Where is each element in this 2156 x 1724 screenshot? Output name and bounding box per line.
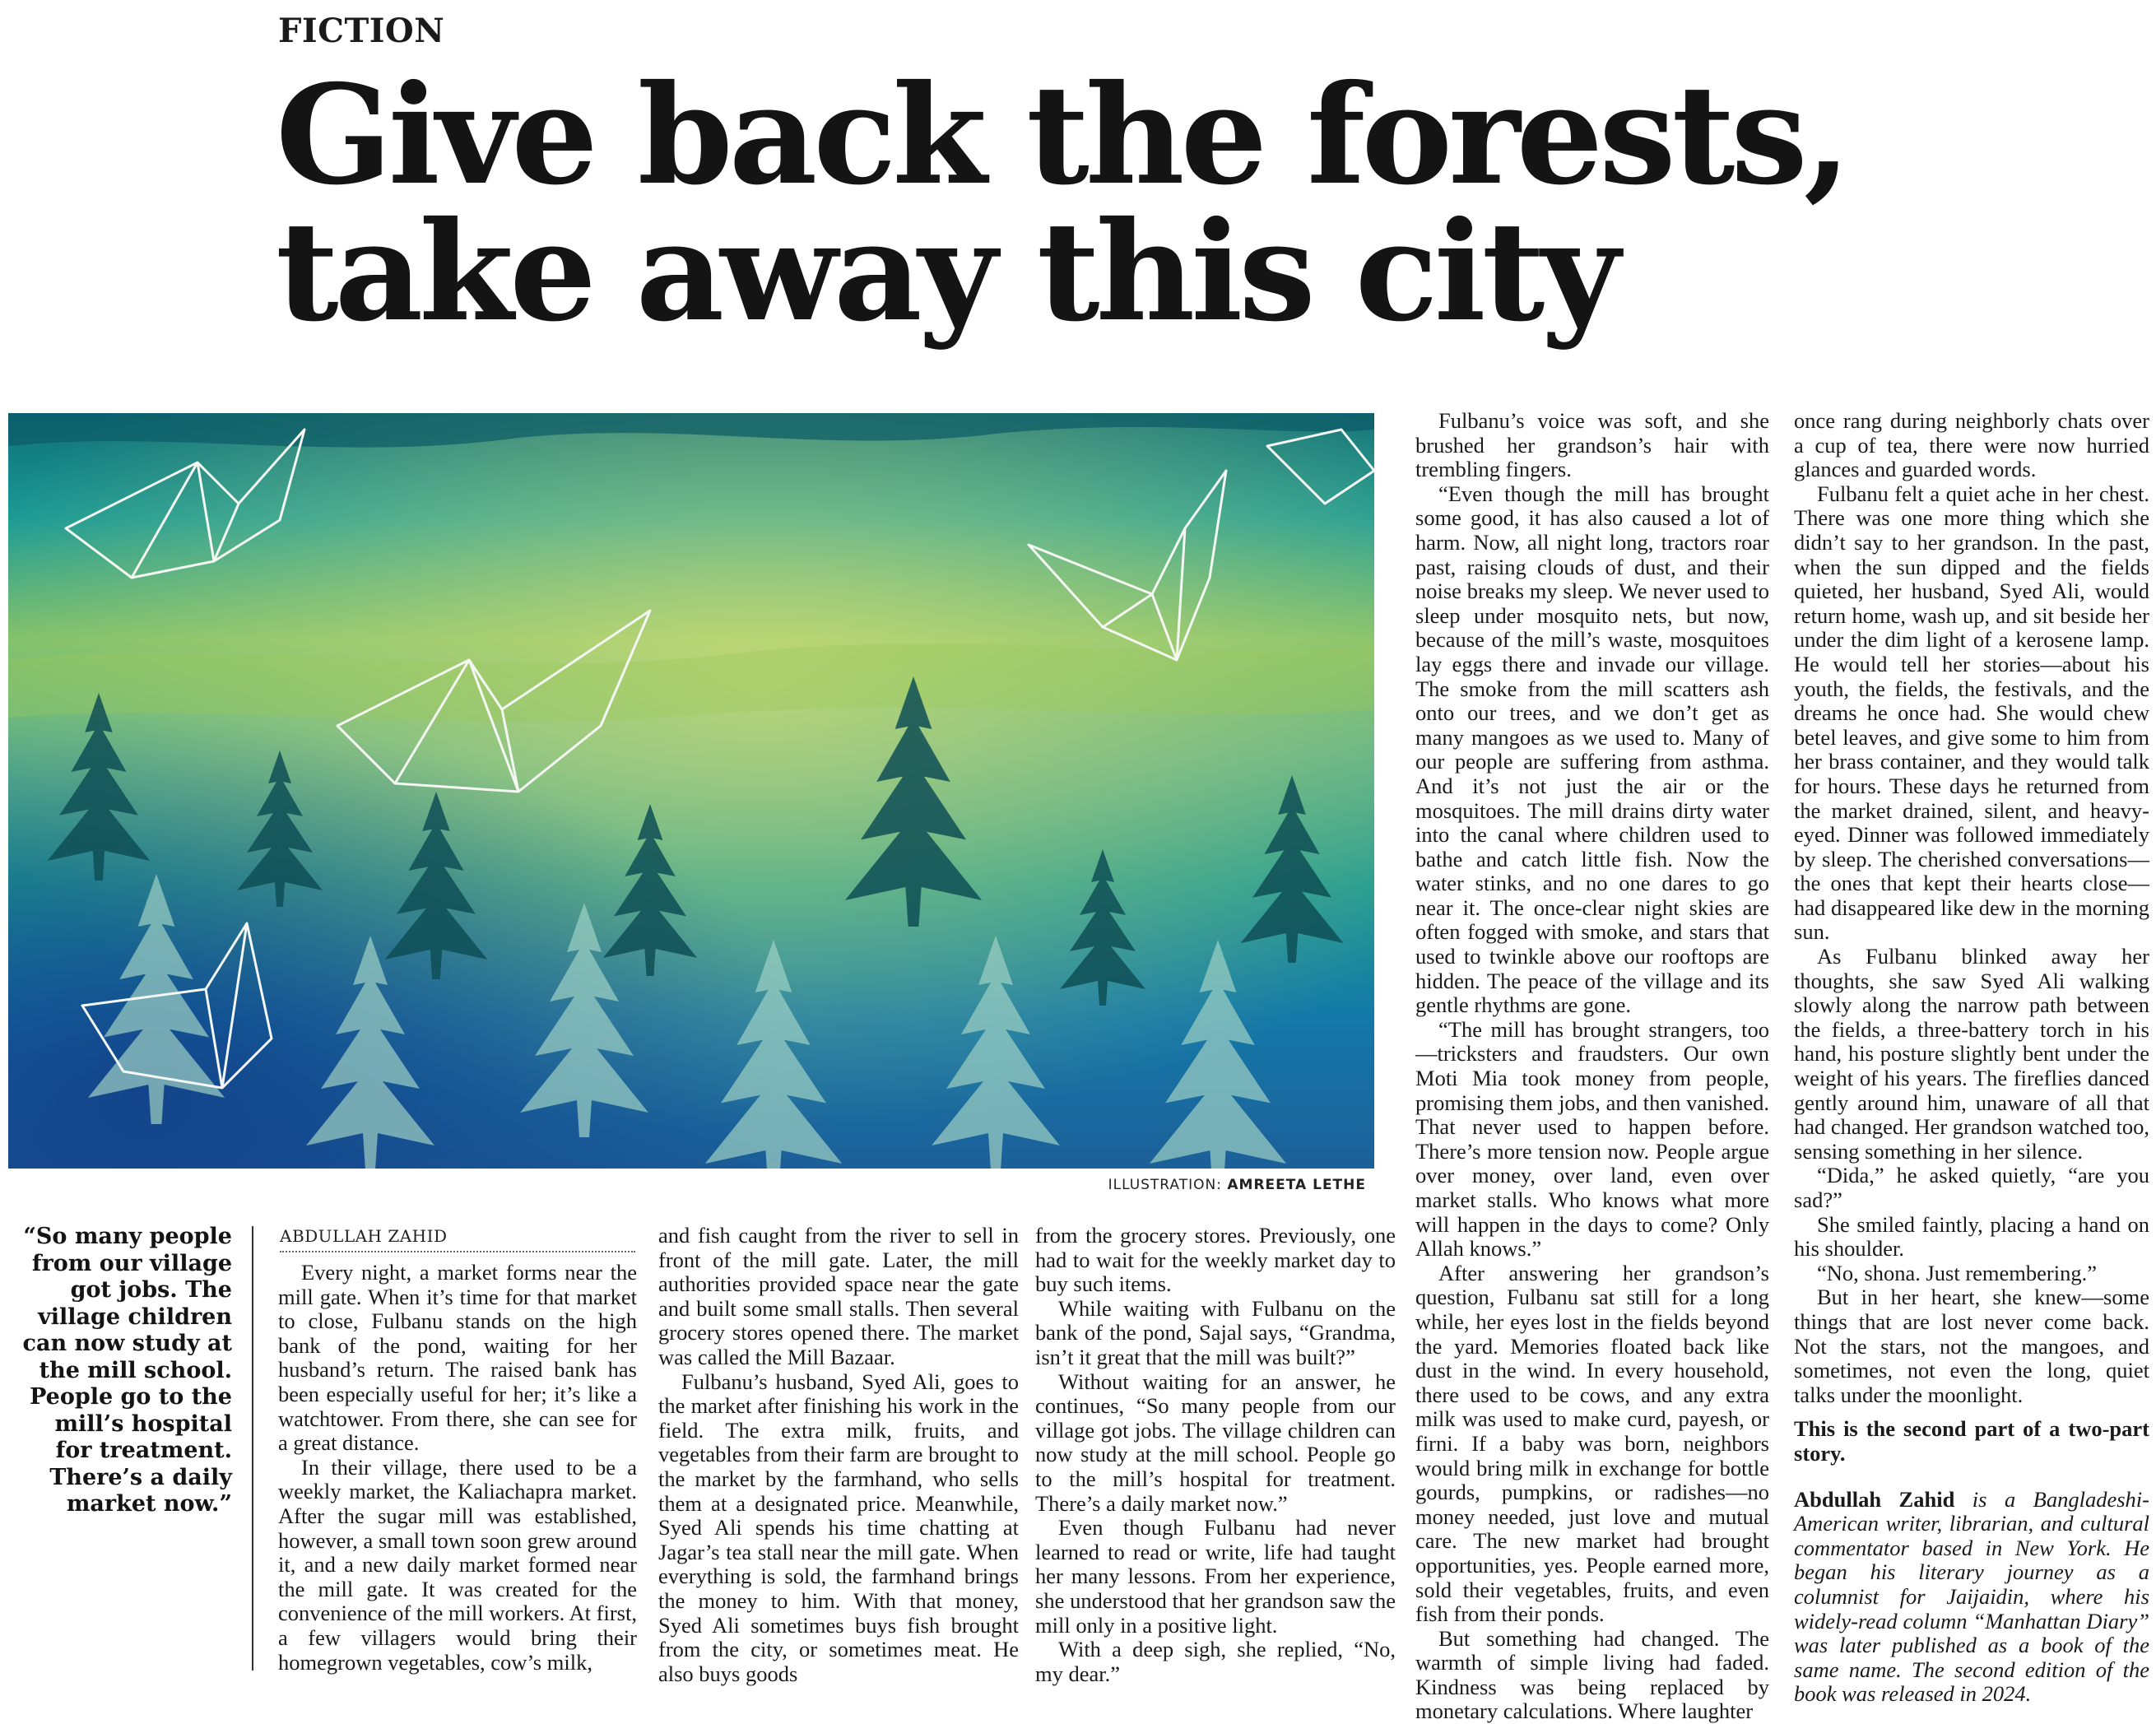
paragraph: In their village, there used to be a weekly market, the Kaliachapra market. After the sugar mill was established, however, a small town soon grew around it, and a new daily market formed near the mill gate. It was created for the convenience of the mill workers. At first, a few villagers would bring their homegrown vegetables, cow’s milk, [278,1454,637,1675]
paragraph: “Dida,” he asked quietly, “are you sad?” [1794,1163,2149,1212]
illustration [8,413,1374,1169]
article-column-1 [278,1261,637,1675]
paragraph: “The mill has brought strangers, too—tricksters and fraudsters. Our own Moti Mia took money from people, promising them jobs, and then vanished. That never used to happen before. There’s more tension now. People argue over money, over land, even over market stalls. Who knows what more will happen in the days to come? Only Allah knows.” [1415,1016,1769,1262]
paragraph: Every night, a market forms near the mill gate. When it’s time for that market to close, Fulbanu stands on the high bank of the pond, waiting for her husband’s return. The raised bank has been especially useful for her; it’s like a watchtower. From there, she can see for a great distance. [278,1260,637,1456]
author-name: Abdullah Zahid [1794,1486,1955,1512]
paragraph: After answering her grandson’s question, Fulbanu sat still for a long while, her eyes lost in the fields beyond the yard. Memories floated back like dust in the wind. In every household, there used to be cows, and any extra milk was used to make curd, payesh, or firni. If a baby was born, neighbors would bring milk in exchange for bottle gourds, pumpkins, or radishes—no money needed, just love and mutual care. The new market had brought opportunities, yes. People earned more, sold their vegetables, fruits, and even fish from their ponds. [1415,1260,1769,1627]
paragraph: But something had changed. The warmth of simple living had faded. Kindness was being replaced by monetary calculations. Where laughter [1415,1625,1769,1724]
paragraph: With a deep sigh, she replied, “No, my dear.” [1035,1637,1396,1686]
paragraph: Fulbanu’s voice was soft, and she brushed her grandson’s hair with trembling fingers. [1415,408,1769,482]
paragraph: She smiled faintly, placing a hand on his shoulder. [1794,1211,2149,1262]
paragraph: once rang during neighborly chats over a cup of tea, there were now hurried glances and guarded words. [1794,408,2149,482]
author-bio [1794,1488,2149,1707]
credit-label: ILLUSTRATION: [1108,1177,1222,1193]
paragraph: Without waiting for an answer, he continues, “So many people from our village got jobs. The village children can now study at the mill school. People go to the mill’s hospital for treatment. There’s a daily market now.” [1035,1369,1396,1516]
illustration-credit [905,1177,1366,1193]
byline: ABDULLAH ZAHID [280,1226,635,1252]
paragraph: While waiting with Fulbanu on the bank of the pond, Sajal says, “Grandma, isn’t it great that the mill was built?” [1035,1295,1396,1369]
illustration-artwork [8,413,1374,1169]
paragraph: As Fulbanu blinked away her thoughts, she saw Syed Ali walking slowly along the narrow path between the fields, a three-battery torch in his hand, his posture slightly bent under the weight of his years. The fireflies danced gently around him, unaware of all that had changed. Her grandson watched too, sensing something in her silence. [1794,944,2149,1164]
author-bio-text: is a Bangladeshi-American writer, librarian, and cultural commentator based in New York. He began his literary journey as a columnist for Jaijaidin, where his widely-read column “Manhattan Diary” was later published as a book of the same name. The second edition of the book was released in 2024. [1794,1486,2149,1707]
article-column-4 [1415,409,1769,1724]
paragraph: “No, shona. Just remembering.” [1817,1260,2097,1285]
paragraph: and fish caught from the river to sell in front of the mill gate. Later, the mill authorities provided space near the gate and built some small stalls. Then several grocery stores opened there. The market was called the Mill Bazaar. [658,1223,1019,1369]
article-column-2 [658,1224,1019,1686]
article-column-5 [1794,409,2149,1707]
credit-name: AMREETA LETHE [1227,1177,1366,1193]
paragraph: Fulbanu felt a quiet ache in her chest. There was one more thing which she didn’t say to her grandson. In the past, when the sun dipped and the fields quieted, her husband, Syed Ali, would return home, wash up, and sit beside her under the dim light of a kerosene lamp. He would tell her stories—about his youth, the fields, the festivals, and the dreams he once had. She would chew betel leaves, and give some to him from her brass container, and they would talk for hours. These days he returned from the market drained, silent, and heavy-eyed. Dinner was followed immediately by sleep. The cherished conversations—the ones that kept their hearts close—had disappeared like dew in the morning sun. [1794,481,2149,945]
pull-quote: “So many people from our village got jobs. The village children can now study at the mill school. People go to the mill’s hospital for treatment. There’s a daily market now.” [22,1224,232,1517]
headline [276,55,2111,352]
paragraph: from the grocery stores. Previously, one had to wait for the weekly market day to buy such items. [1035,1223,1396,1297]
series-note: This is the second part of a two-part story. [1794,1416,2149,1466]
section-label: FICTION [278,12,445,50]
paragraph: “Even though the mill has brought some good, it has also caused a lot of harm. Now, all night long, tractors roar past, raising clouds of dust, and their noise breaks my sleep. We never used to sleep under mosquito nets, but now, because of the mill’s waste, mosquitoes lay eggs there and invade our village. The smoke from the mill scatters ash onto our trees, and we don’t get as many mangoes as we used to. Many of our people are suffering from asthma. And it’s not just the air or the mosquitoes. The mill drains dirty water into the canal where children used to bathe and catch little fish. Now the water stinks, and no one dares to go near it. The once-clear night skies are often fogged with smoke, and stars that used to twinkle above our rooftops are hidden. The peace of the village and its gentle rhythms are gone. [1415,481,1769,1018]
headline-line-2: take away this city [276,192,1616,352]
column-divider [252,1226,253,1671]
headline-line-1: Give back the forests, [276,55,1847,216]
paragraph: But in her heart, she knew—some things that are lost never come back. Not the stars, not the mangoes, and sometimes, not even the long, quiet talks under the moonlight. [1794,1285,2149,1407]
paragraph: Fulbanu’s husband, Syed Ali, goes to the market after finishing his work in the field. The extra milk, fruits, and vegetables from their farm are brought to the market by the farmhand, who sells them at a designated price. Meanwhile, Syed Ali spends his time chatting at Jagar’s tea stall near the mill gate. When everything is sold, the farmhand brings the money to him. With that money, Syed Ali sometimes buys fish brought from the city, or sometimes meat. He also buys goods [658,1369,1019,1686]
article-column-3 [1035,1224,1396,1686]
paragraph: Even though Fulbanu had never learned to read or write, life had taught her many lessons. From her experience, she understood that her grandson saw the mill only in a positive light. [1035,1515,1396,1638]
